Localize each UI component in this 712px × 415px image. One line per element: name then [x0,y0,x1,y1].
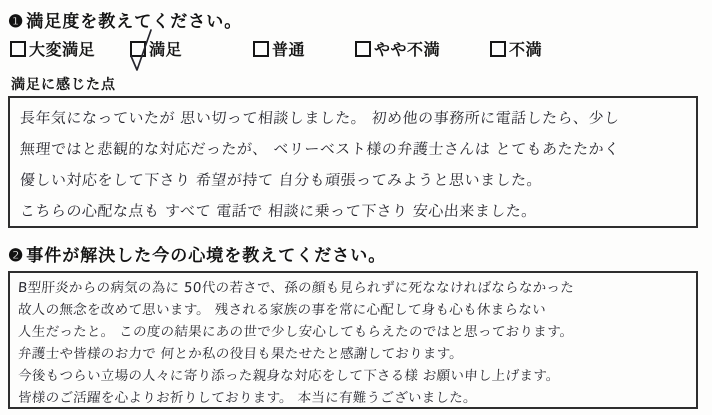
checkbox-unchecked[interactable] [10,41,26,57]
handwriting-line: 弁護士や皆様のお力で 何とか私の役目も果たせたと感謝しております。 [17,346,464,362]
handwriting-line: 故人の無念を改めて思います。 残される家族の事を常に心配して身も心も休まらない [17,302,547,318]
handwriting-line: 皆様のご活躍を心よりお祈りしております。 本当に有難うございました。 [17,390,478,406]
option-fuman[interactable] [490,37,542,60]
checkbox-unchecked[interactable] [253,41,269,57]
option-yaya-fuman[interactable] [355,37,440,60]
option-label: 満足 [149,42,183,59]
handwriting-line: 優しい対応をして下さり 希望が持て 自分も頑張ってみようと思いました。 [19,171,543,189]
option-label: やや不満 [374,42,441,59]
checkbox-unchecked[interactable] [490,41,506,57]
question2-number-icon: ❷ [8,246,25,265]
option-label: 普通 [272,42,306,59]
handwriting-line: 長年気になっていたが 思い切って相談しました。 初め他の事務所に電話したら、少し [19,109,621,127]
question1-number-icon: ❶ [8,12,25,31]
comment-box-satisfaction [8,96,698,228]
handwriting-line: 人生だったと。 この度の結果にあの世で少し安心してもらえたのではと思っております。 [17,324,575,340]
option-label: 大変満足 [29,42,96,59]
handwriting-line: こちらの心配な点も すべて 電話で 相談に乗って下さり 安心出来ました。 [19,202,538,220]
question1-title [8,7,242,32]
checkbox-unchecked[interactable] [355,41,371,57]
option-manzoku[interactable] [130,37,182,60]
checkbox-checked[interactable] [130,41,146,57]
question2-title-text: 事件が解決した今の心境を教えてください。 [26,246,387,265]
handwriting-line: 無理ではと悲観的な対応だったが、 ベリーベスト様の弁護士さんは とてもあたたかく [19,140,621,158]
option-label: 不満 [509,42,543,59]
satisfaction-options [0,37,712,63]
question2-title [8,241,386,266]
handwriting-line: 今後もつらい立場の人々に寄り添った親身な対応をして下さる様 お願い申し上げます。 [17,368,561,384]
comment-section-label: 満足に感じた点 [11,78,116,93]
option-daihen-manzoku[interactable] [10,37,95,60]
comment-box-feelings [8,271,698,409]
option-futsuu[interactable] [253,37,305,60]
question1-title-text: 満足度を教えてください。 [26,12,243,31]
handwriting-line: B型肝炎からの病気の為に 50代の若さで、孫の顔も見られずに死ななければならなかった [17,280,575,296]
